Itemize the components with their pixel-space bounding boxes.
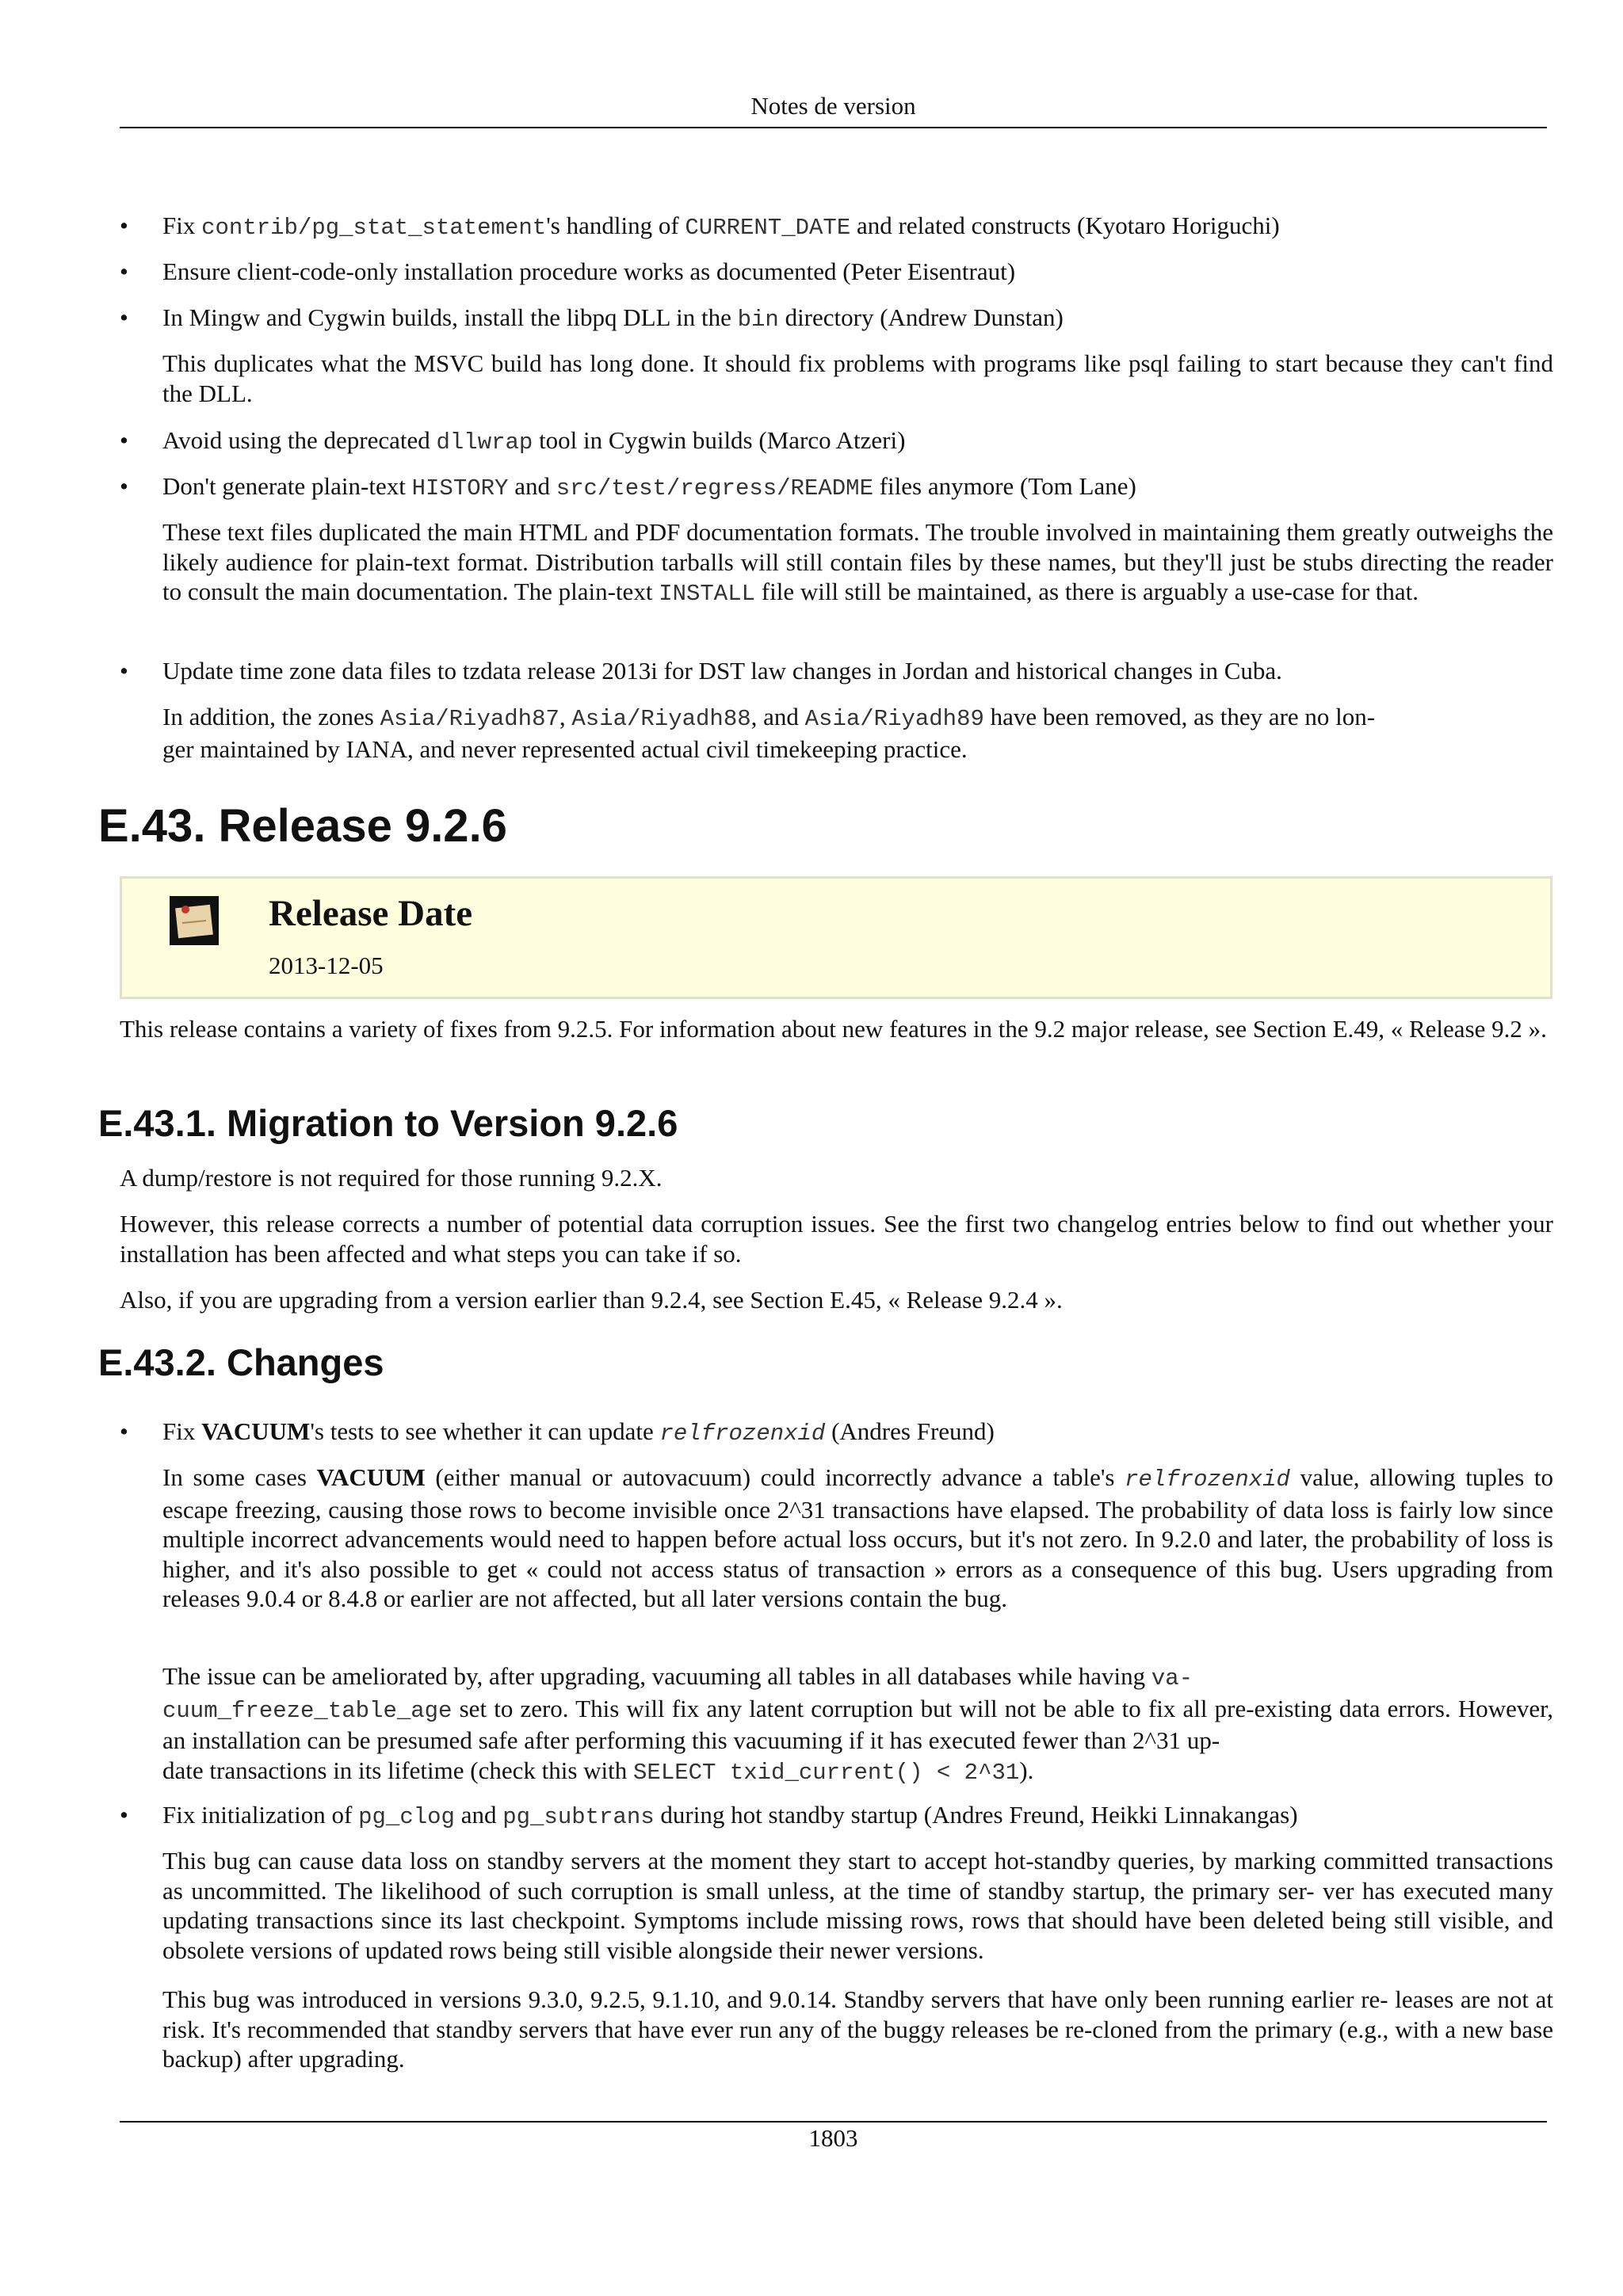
page-number: 1803: [808, 2124, 858, 2152]
paragraph: Also, if you are upgrading from a version earlier than 9.2.4, see Section E.45, « Release 9.2.4 ».: [120, 1286, 1063, 1314]
bullet-marker: •: [120, 303, 128, 331]
bullet-marker: •: [120, 1417, 128, 1445]
bullet-marker: •: [120, 1801, 128, 1829]
page-header: Notes de version: [750, 92, 916, 120]
list-item: In Mingw and Cygwin builds, install the libpq DLL in the bin directory (Andrew Dunstan): [162, 303, 1064, 333]
list-item-detail: The issue can be ameliorated by, after upgrading, vacuuming all tables in all databases while having va- cuum_freeze_table_age set to zero. This will fix any latent corruption but will not be able to fix all pre-existing data errors. However, an installation can be presumed safe after performing this vacuuming if it has executed fewer than 2^31 up- date transactions in its lifetime (check this with SELECT txid_current() < 2^31).: [162, 1662, 1553, 1786]
list-item: Update time zone data files to tzdata release 2013i for DST law changes in Jordan and historical changes in Cuba.: [162, 657, 1282, 685]
bullet-marker: •: [120, 212, 128, 239]
note-title: Release Date: [269, 893, 473, 934]
note-icon: [170, 896, 219, 945]
list-item-detail: In some cases VACUUM (either manual or autovacuum) could incorrectly advance a table's relfrozenxid value, allowing tuples to escape freezing, causing those rows to become invisible once 2^31 transactions have elapsed. The probability of data loss is fairly low since multiple incorrect advancements would need to happen before actual loss occurs, but it's not zero. In 9.2.0 and later, the probability of loss is higher, and it's also possible to get « could not access status of transaction » errors as a consequence of this bug. Users upgrading from releases 9.0.4 or 8.4.8 or earlier are not affected, but all later versions contain the bug.: [162, 1463, 1554, 1612]
footer-divider: [120, 2121, 1547, 2122]
list-item-detail: This bug was introduced in versions 9.3.0, 9.2.5, 9.1.10, and 9.0.14. Standby servers that have only been running earlier re- leases are not at risk. It's recommended that standby servers that have ever run any of the buggy releases be re-cloned from the primary (e.g., with a new base backup) after upgrading.: [162, 1985, 1553, 2073]
list-item-detail: This duplicates what the MSVC build has long done. It should fix problems with programs like psql failing to start because they can't find the DLL.: [162, 349, 1553, 407]
bullet-marker: •: [120, 257, 128, 285]
subsection-heading: E.43.1. Migration to Version 9.2.6: [98, 1102, 678, 1144]
list-item: Fix contrib/pg_stat_statement's handling of CURRENT_DATE and related constructs (Kyotaro Horiguchi): [162, 212, 1280, 241]
list-item-detail: These text files duplicated the main HTML and PDF documentation formats. The trouble involved in maintaining them greatly outweighs the likely audience for plain-text format. Distribution tarballs will still contain files by these names, but they'll just be stubs directing the reader to consult the main documentation. The plain-text INSTALL file will still be maintained, as there is arguably a use-case for that.: [162, 518, 1553, 607]
subsection-heading: E.43.2. Changes: [98, 1341, 384, 1383]
paragraph: However, this release corrects a number of potential data corruption issues. See the first two changelog entries below to find out whether your installation has been affected and what steps you can take if so.: [120, 1210, 1553, 1268]
section-heading: E.43. Release 9.2.6: [98, 800, 507, 852]
bullet-marker: •: [120, 472, 128, 500]
list-item: Fix initialization of pg_clog and pg_subtrans during hot standby startup (Andres Freund, Heikki Linnakangas): [162, 1801, 1298, 1830]
note-box: [120, 876, 1552, 999]
bullet-marker: •: [120, 657, 128, 685]
paragraph: A dump/restore is not required for those running 9.2.X.: [120, 1164, 663, 1192]
bullet-marker: •: [120, 426, 128, 454]
list-item: Avoid using the deprecated dllwrap tool in Cygwin builds (Marco Atzeri): [162, 426, 906, 456]
list-item-detail: In addition, the zones Asia/Riyadh87, Asia/Riyadh88, and Asia/Riyadh89 have been removed, as they are no lon- ger maintained by IANA, and never represented actual civil timekeeping practice.: [162, 703, 1376, 763]
list-item: Fix VACUUM's tests to see whether it can update relfrozenxid (Andres Freund): [162, 1417, 995, 1447]
list-item: Don't generate plain-text HISTORY and src/test/regress/README files anymore (Tom Lane): [162, 472, 1136, 502]
list-item: Ensure client-code-only installation procedure works as documented (Peter Eisentraut): [162, 257, 1016, 285]
list-item-detail: This bug can cause data loss on standby servers at the moment they start to accept hot-standby queries, by marking committed transactions as uncommitted. The likelihood of such corruption is small unless, at the time of standby startup, the primary ser- ver has executed many updating transactions since its last checkpoint. Symptoms include missing rows, rows that should have been deleted being still visible, and obsolete versions of updated rows being still visible alongside their newer versions.: [162, 1847, 1553, 1964]
header-divider: [120, 127, 1547, 128]
release-intro: This release contains a variety of fixes from 9.2.5. For information about new features in the 9.2 major release, see Section E.49, « Release 9.2 ».: [120, 1015, 1547, 1043]
release-date: 2013-12-05: [269, 952, 384, 979]
